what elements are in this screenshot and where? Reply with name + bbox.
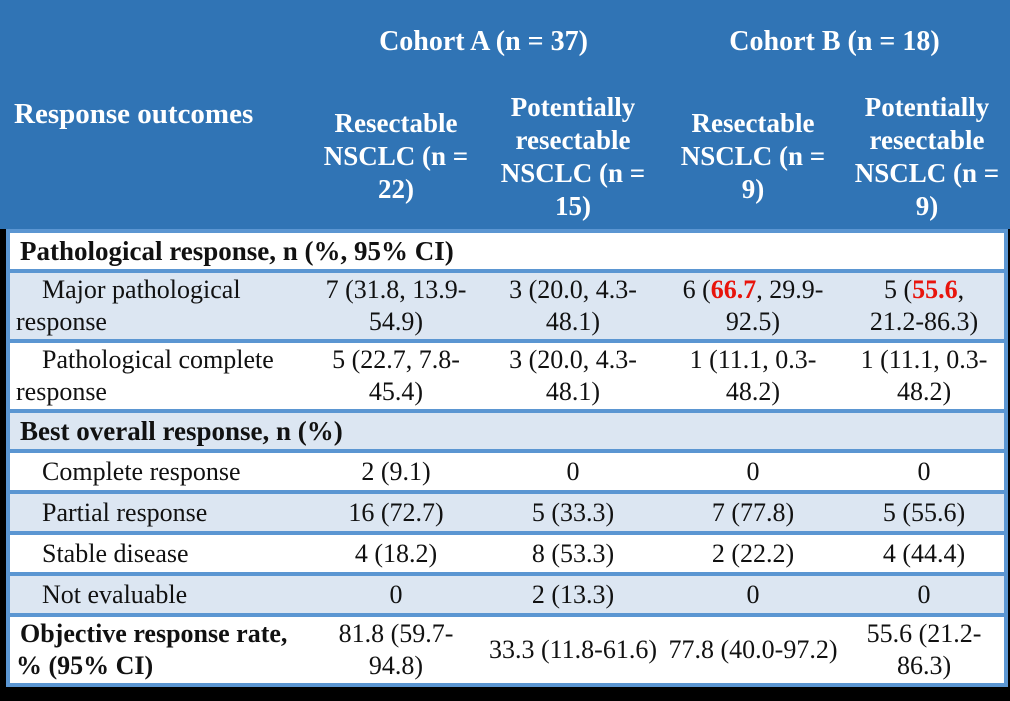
table-row-partial-response bbox=[8, 492, 1006, 533]
data-cell: 5 (55.6) bbox=[882, 497, 966, 527]
section-title: Best overall response, n (%) bbox=[20, 416, 343, 446]
data-cell: 8 (53.3) bbox=[531, 538, 615, 568]
value-line: 21.2-86.3) bbox=[869, 307, 979, 336]
data-cell: 7 (31.8, 13.9-54.9) bbox=[325, 275, 467, 336]
row-label: Stable disease bbox=[42, 538, 189, 568]
data-cell: 1 (11.1, 0.3-48.2) bbox=[689, 345, 817, 406]
value-line: 92.5) bbox=[725, 307, 781, 336]
row-label: Pathological complete response bbox=[16, 345, 274, 406]
value-suffix: , 29.9- bbox=[756, 275, 824, 304]
data-cell: 3 (20.0, 4.3-48.1) bbox=[509, 275, 637, 336]
table-row-complete-response bbox=[8, 451, 1006, 492]
row-label: Complete response bbox=[42, 456, 241, 486]
data-cell: 2 (9.1) bbox=[361, 456, 431, 486]
data-cell: 0 bbox=[917, 456, 931, 486]
table-header-band bbox=[0, 0, 1010, 229]
section-row-pathological-response bbox=[8, 231, 1006, 271]
table-row-stable-disease bbox=[8, 533, 1006, 574]
data-cell: 16 (72.7) bbox=[348, 497, 444, 527]
data-cell: 0 bbox=[566, 456, 580, 486]
table-row-major-pathological-response bbox=[8, 271, 1006, 341]
data-cell: 7 (77.8) bbox=[711, 497, 795, 527]
value-prefix: 6 ( bbox=[682, 275, 711, 304]
data-cell: 81.8 (59.7-94.8) bbox=[338, 619, 454, 680]
data-cell: 0 bbox=[746, 456, 760, 486]
data-cell: 55.6 (21.2-86.3) bbox=[866, 619, 982, 680]
data-cell bbox=[844, 271, 1006, 341]
data-cell: 4 (18.2) bbox=[354, 538, 438, 568]
data-cell: 3 (20.0, 4.3-48.1) bbox=[509, 345, 637, 406]
row-label: Not evaluable bbox=[42, 579, 188, 609]
data-cell: 0 bbox=[917, 579, 931, 609]
highlighted-value: 55.6 bbox=[912, 275, 958, 304]
cohort-row bbox=[308, 0, 1010, 84]
highlighted-value: 66.7 bbox=[710, 275, 757, 304]
column-header-potentially-resectable-a: Potentially resectable NSCLC (n = 15) bbox=[500, 91, 646, 221]
data-cell bbox=[662, 271, 844, 341]
section-row-best-overall-response bbox=[8, 411, 1006, 451]
table-row-not-evaluable bbox=[8, 574, 1006, 615]
value-line bbox=[848, 274, 1000, 306]
cohort-b-header: Cohort B (n = 18) bbox=[729, 26, 940, 57]
data-cell: 0 bbox=[746, 579, 760, 609]
row-label: Partial response bbox=[42, 497, 208, 527]
response-outcomes-table bbox=[6, 229, 1008, 687]
column-header-row bbox=[308, 84, 1010, 229]
data-cell: 33.3 (11.8-61.6) bbox=[488, 635, 657, 664]
value-suffix: , bbox=[957, 275, 965, 304]
data-cell: 2 (22.2) bbox=[711, 538, 795, 568]
table-row-pathological-complete-response bbox=[8, 341, 1006, 411]
row-label: Objective response rate, % (95% CI) bbox=[16, 619, 288, 680]
column-header-resectable-b: Resectable NSCLC (n = 9) bbox=[680, 108, 826, 204]
row-label-title: Response outcomes bbox=[14, 98, 254, 130]
table-row-objective-response-rate bbox=[8, 615, 1006, 685]
header-columns-area bbox=[308, 0, 1010, 229]
column-header-potentially-resectable-b: Potentially resectable NSCLC (n = 9) bbox=[854, 91, 1000, 221]
data-cell: 5 (22.7, 7.8-45.4) bbox=[332, 345, 460, 406]
data-cell: 4 (44.4) bbox=[882, 538, 966, 568]
section-title: Pathological response, n (%, 95% CI) bbox=[20, 236, 454, 266]
data-cell: 0 bbox=[389, 579, 403, 609]
data-cell: 77.8 (40.0-97.2) bbox=[668, 635, 838, 664]
column-header-resectable-a: Resectable NSCLC (n = 22) bbox=[323, 108, 469, 204]
data-cell: 5 (33.3) bbox=[531, 497, 615, 527]
value-line bbox=[666, 274, 840, 306]
cohort-a-header: Cohort A (n = 37) bbox=[379, 26, 588, 57]
data-cell: 2 (13.3) bbox=[531, 579, 615, 609]
value-prefix: 5 ( bbox=[883, 275, 913, 304]
data-cell: 1 (11.1, 0.3-48.2) bbox=[860, 345, 988, 406]
row-label: Major pathological response bbox=[16, 275, 241, 336]
